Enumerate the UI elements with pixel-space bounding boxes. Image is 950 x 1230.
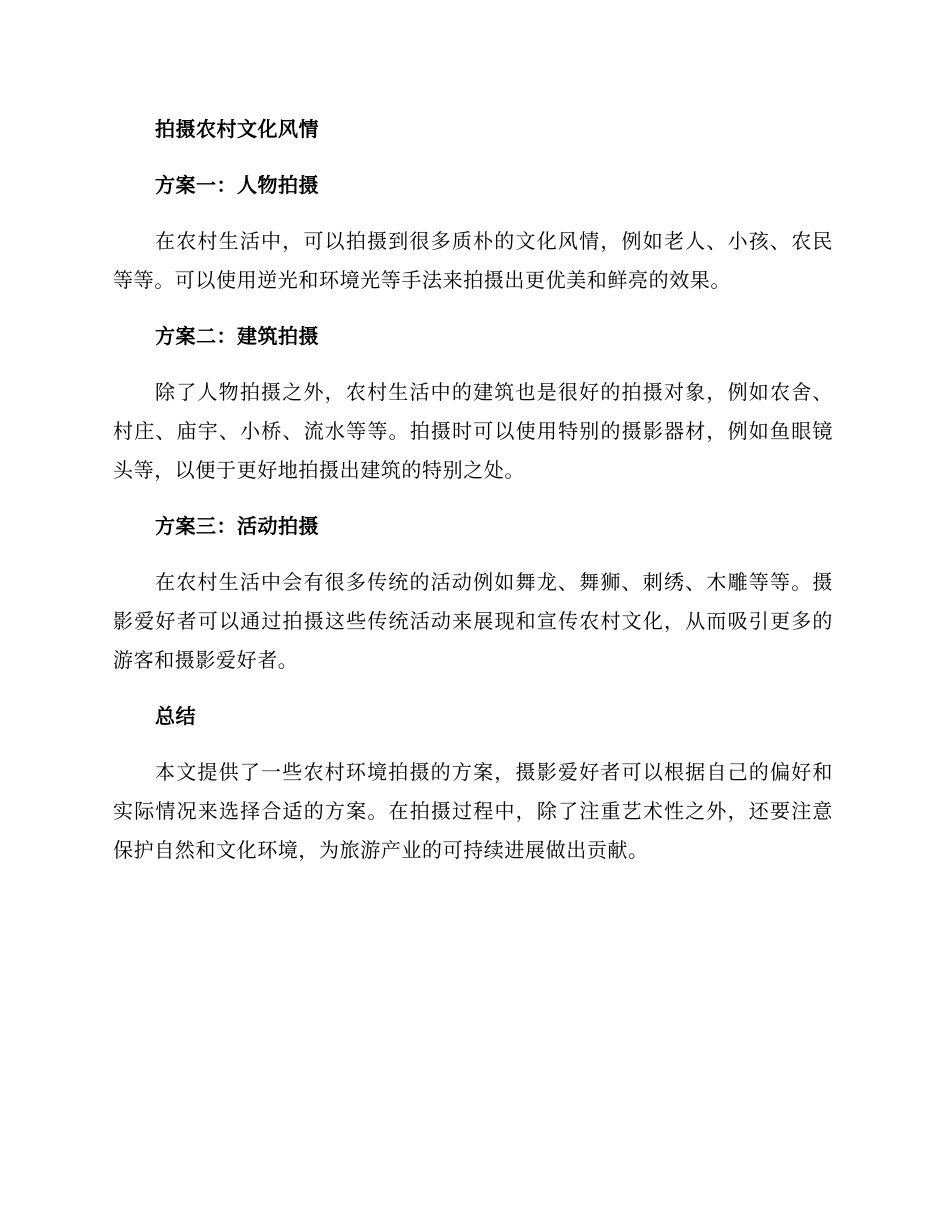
document-title: 拍摄农村文化风情 — [155, 117, 319, 141]
section-paragraph-architecture: 除了人物拍摄之外，农村生活中的建筑也是很好的拍摄对象，例如农舍、村庄、庙宇、小桥、流水等等。拍摄时可以使用特别的摄影器材，例如鱼眼镜头等，以便于更好地拍摄出建筑的特别之处。 — [113, 380, 833, 482]
section-heading-summary: 总结 — [155, 704, 196, 728]
section-heading-activity: 方案三：活动拍摄 — [155, 514, 319, 538]
section-heading-portrait: 方案一：人物拍摄 — [155, 173, 319, 197]
document-body — [113, 110, 833, 887]
section-heading-architecture: 方案二：建筑拍摄 — [155, 324, 319, 348]
section-paragraph-activity: 在农村生活中会有很多传统的活动例如舞龙、舞狮、刺绣、木雕等等。摄影爱好者可以通过拍摄这些传统活动来展现和宣传农村文化，从而吸引更多的游客和摄影爱好者。 — [113, 570, 833, 672]
section-paragraph-summary: 本文提供了一些农村环境拍摄的方案，摄影爱好者可以根据自己的偏好和实际情况来选择合适的方案。在拍摄过程中，除了注重艺术性之外，还要注意保护自然和文化环境，为旅游产业的可持续进展做出贡献。 — [113, 760, 833, 862]
section-paragraph-portrait: 在农村生活中，可以拍摄到很多质朴的文化风情，例如老人、小孩、农民等等。可以使用逆光和环境光等手法来拍摄出更优美和鲜亮的效果。 — [113, 229, 833, 292]
